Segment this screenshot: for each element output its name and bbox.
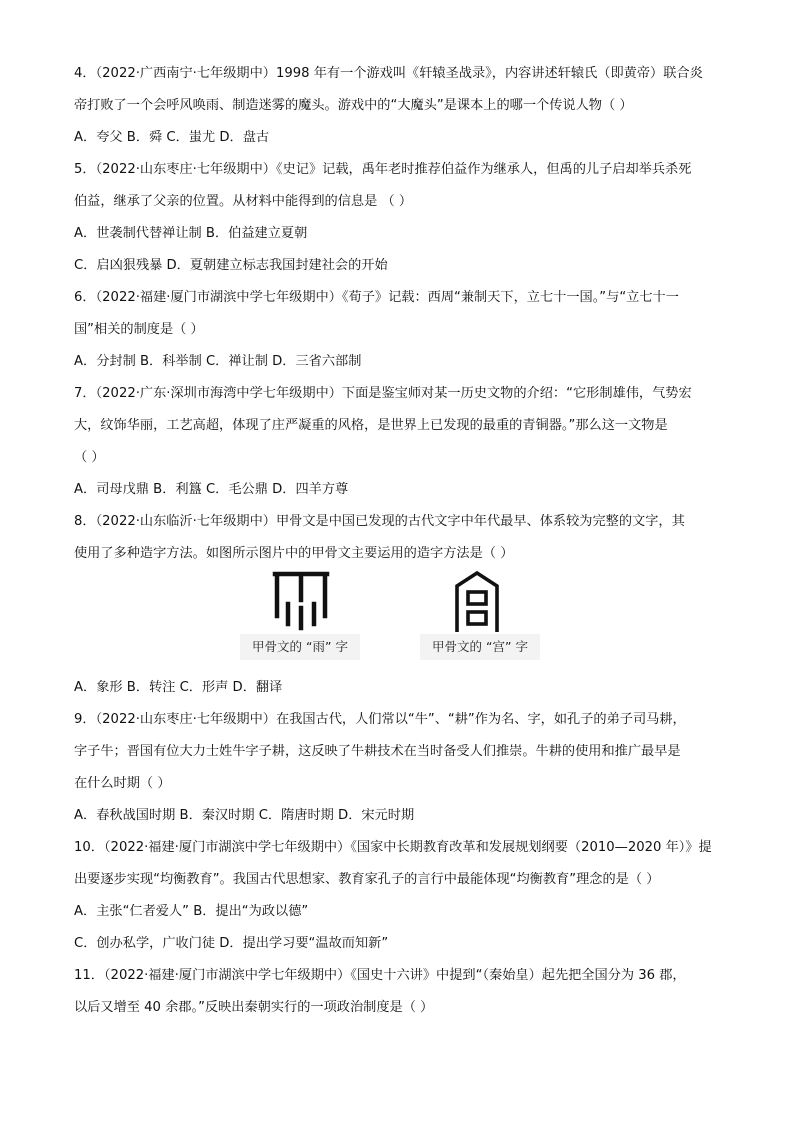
answer-options: A．象形 B．转注 C．形声 D．翻译 (74, 680, 283, 695)
oracle-bone-figure (74, 568, 724, 680)
question-stem-line: 4．（2022·广西南宁·七年级期中）1998 年有一个游戏叫《轩辕圣战录》，内容讲述轩辕氏（即黄帝）联合炎 (74, 66, 703, 81)
question-stem-line: 伯益，继承了父亲的位置。从材料中能得到的信息是 （ ） (74, 194, 413, 209)
question-11 (74, 968, 724, 1016)
question-stem-line: 8．（2022·山东临沂·七年级期中）甲骨文是中国已发现的古代文字中年代最早、体系较为完整的文字，其 (74, 514, 685, 529)
question-stem-line: 帝打败了一个会呼风唤雨、制造迷雾的魔头。游戏中的“大魔头”是课本上的哪一个传说人物（ ） (74, 98, 633, 113)
question-10 (74, 840, 724, 968)
answer-options: A．司母戊鼎 B．利簋 C．毛公鼎 D．四羊方尊 (74, 482, 349, 497)
rain-glyph-caption: 甲骨文的 “雨” 字 (240, 634, 360, 660)
question-stem-line: 大，纹饰华丽，工艺高超，体现了庄严凝重的风格，是世界上已发现的最重的青铜器。”那么这一文物是 (74, 418, 668, 433)
question-stem-line: （ ） (74, 450, 105, 465)
question-stem-line: 11．（2022·福建·厦门市湖滨中学七年级期中）《国史十六讲》中提到“（秦始皇）起先把全国分为 36 郡， (74, 968, 686, 983)
question-9 (74, 712, 724, 840)
answer-options: C．启凶狠残暴 D．夏朝建立标志我国封建社会的开始 (74, 258, 388, 273)
question-5 (74, 162, 724, 290)
oracle-bone-palace-glyph (454, 570, 500, 634)
question-list (74, 66, 724, 1016)
question-stem-line: 在什么时期（ ） (74, 776, 171, 791)
palace-glyph-caption: 甲骨文的 “宫” 字 (420, 634, 540, 660)
question-stem-line: 6．（2022·福建·厦门市湖滨中学七年级期中）《荀子》记载：西周“兼制天下，立七十一国。”与“立七十一 (74, 290, 679, 305)
answer-options: A．主张“仁者爱人” B．提出“为政以德” (74, 904, 309, 919)
question-stem-line: 使用了多种造字方法。如图所示图片中的甲骨文主要运用的造字方法是（ ） (74, 546, 514, 561)
question-8 (74, 514, 724, 712)
oracle-bone-rain-glyph (272, 570, 330, 634)
question-stem-line: 字子牛；晋国有位大力士姓牛字子耕，这反映了牛耕技术在当时备受人们推崇。牛耕的使用和推广最早是 (74, 744, 681, 759)
question-stem-line: 以后又增至 40 余郡。”反映出秦朝实行的一项政治制度是（ ） (74, 1000, 434, 1015)
question-6 (74, 290, 724, 386)
question-stem-line: 9．（2022·山东枣庄·七年级期中）在我国古代，人们常以“牛”、“耕”作为名、字，如孔子的弟子司马耕， (74, 712, 686, 727)
answer-options: C．创办私学，广收门徒 D．提出学习要“温故而知新” (74, 936, 389, 951)
question-stem-line: 5．（2022·山东枣庄·七年级期中）《史记》记载，禹年老时推荐伯益作为继承人，但禹的儿子启却举兵杀死 (74, 162, 692, 177)
answer-options: A．世袭制代替禅让制 B．伯益建立夏朝 (74, 226, 308, 241)
question-4 (74, 66, 724, 162)
question-stem-line: 国”相关的制度是（ ） (74, 322, 204, 337)
question-stem-line: 出要逐步实现“均衡教育”。我国古代思想家、教育家孔子的言行中最能体现“均衡教育”理念的是（ ） (74, 872, 660, 887)
answer-options: A．分封制 B．科举制 C．禅让制 D．三省六部制 (74, 354, 362, 369)
answer-options: A．春秋战国时期 B．秦汉时期 C．隋唐时期 D．宋元时期 (74, 808, 415, 823)
answer-options: A．夸父 B．舜 C．蚩尤 D．盘古 (74, 130, 270, 145)
question-stem-line: 7．（2022·广东·深圳市海湾中学七年级期中）下面是鉴宝师对某一历史文物的介绍：“它形制雄伟，气势宏 (74, 386, 692, 401)
question-stem-line: 10．（2022·福建·厦门市湖滨中学七年级期中）《国家中长期教育改革和发展规划纲要（2010—2020 年）》提 (74, 840, 712, 855)
question-7 (74, 386, 724, 514)
